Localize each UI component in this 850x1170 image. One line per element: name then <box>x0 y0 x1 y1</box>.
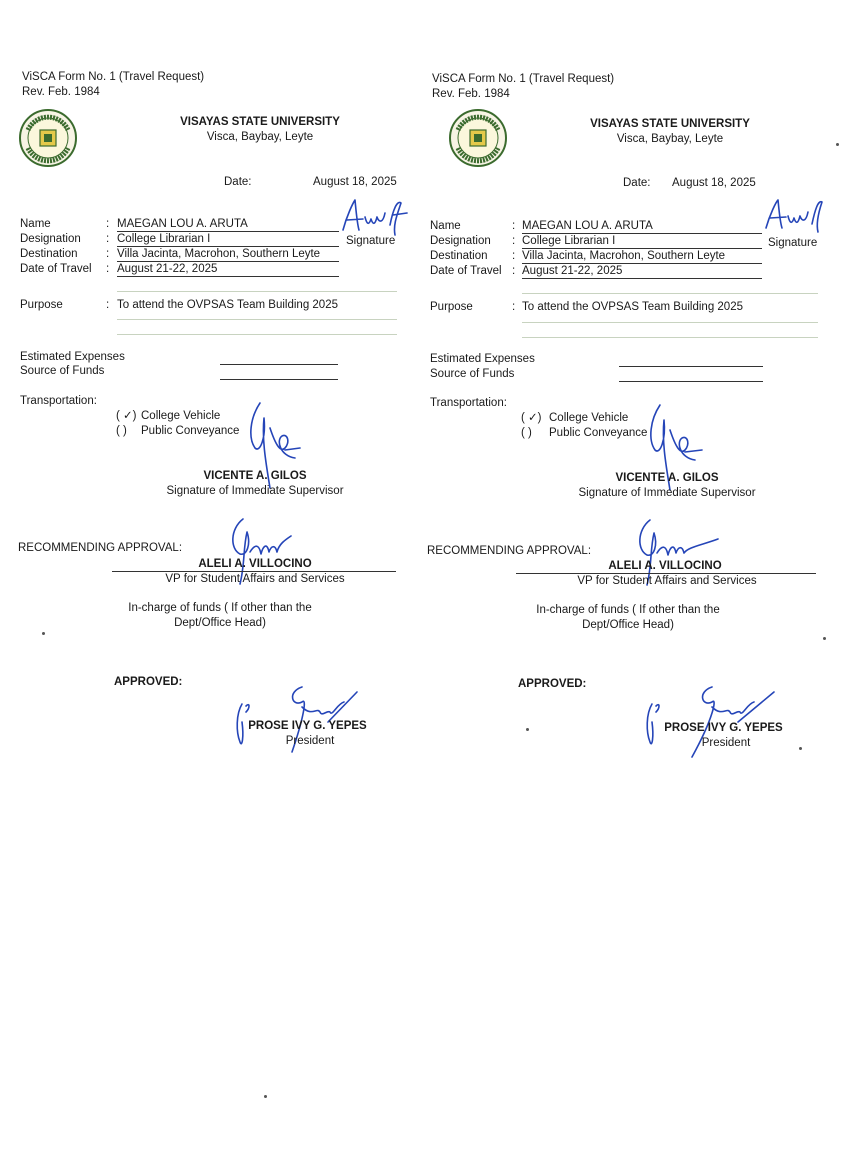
date-value: August 18, 2025 <box>672 177 756 189</box>
travel-request-form-right <box>410 0 818 780</box>
designation-label: Designation <box>430 235 491 247</box>
colon: : <box>512 301 516 313</box>
vp-title: VP for Student Affairs and Services <box>577 575 757 587</box>
destination-value: Villa Jacinta, Macrohon, Southern Leyte <box>522 249 762 264</box>
approved-label: APPROVED: <box>518 678 587 690</box>
scan-speck <box>264 1095 267 1098</box>
colon: : <box>106 299 110 311</box>
supervisor-name: VICENTE A. GILOS <box>615 472 719 484</box>
university-address: Visca, Baybay, Leyte <box>616 133 724 145</box>
signature-label: Signature <box>768 237 818 249</box>
supervisor-title: Signature of Immediate Supervisor <box>578 487 756 499</box>
date-of-travel-value: August 21-22, 2025 <box>522 264 762 279</box>
incharge-funds-line-1: In-charge of funds ( If other than the <box>128 602 312 614</box>
date-label: Date: <box>623 177 651 189</box>
colon: : <box>106 233 110 245</box>
colon: : <box>106 263 110 275</box>
name-value: MAEGAN LOU A. ARUTA <box>522 219 762 234</box>
college-vehicle-label: College Vehicle <box>549 412 629 424</box>
university-seal-icon <box>18 108 78 168</box>
checkbox-public-conveyance: ( ) <box>521 427 532 439</box>
destination-label: Destination <box>20 248 78 260</box>
checkbox-public-conveyance: ( ) <box>116 425 127 437</box>
colon: : <box>512 220 516 232</box>
recommending-approval-label: RECOMMENDING APPROVAL: <box>18 542 183 554</box>
date-of-travel-value: August 21-22, 2025 <box>117 262 339 277</box>
vp-title: VP for Student Affairs and Services <box>165 573 345 585</box>
incharge-funds-line-2: Dept/Office Head) <box>582 619 674 631</box>
estimated-expenses-label: Estimated Expenses <box>430 353 535 365</box>
public-conveyance-label: Public Conveyance <box>549 427 648 439</box>
name-value: MAEGAN LOU A. ARUTA <box>117 217 339 232</box>
university-address: Visca, Baybay, Leyte <box>206 131 314 143</box>
scan-speck <box>836 143 839 146</box>
destination-label: Destination <box>430 250 488 262</box>
applicant-signature <box>762 196 832 236</box>
designation-value: College Librarian I <box>522 234 762 249</box>
destination-value: Villa Jacinta, Macrohon, Southern Leyte <box>117 247 339 262</box>
transportation-label: Transportation: <box>430 397 507 409</box>
scan-speck <box>823 637 826 640</box>
form-revision: Rev. Feb. 1984 <box>22 86 100 98</box>
university-name: VISAYAS STATE UNIVERSITY <box>590 118 750 130</box>
incharge-funds-line-1: In-charge of funds ( If other than the <box>536 604 720 616</box>
name-label: Name <box>430 220 461 232</box>
source-of-funds-label: Source of Funds <box>430 368 515 380</box>
form-revision: Rev. Feb. 1984 <box>432 88 510 100</box>
colon: : <box>106 248 110 260</box>
university-name: VISAYAS STATE UNIVERSITY <box>180 116 340 128</box>
scan-speck <box>526 728 529 731</box>
transportation-label: Transportation: <box>20 395 97 407</box>
estimated-expenses-label: Estimated Expenses <box>20 351 125 363</box>
checkbox-college-vehicle: ( ✓) <box>521 412 542 424</box>
colon: : <box>106 218 110 230</box>
supervisor-name: VICENTE A. GILOS <box>203 470 307 482</box>
scan-speck <box>42 632 45 635</box>
designation-value: College Librarian I <box>117 232 339 247</box>
estimated-expenses-line <box>220 364 338 365</box>
source-of-funds-line <box>220 379 338 380</box>
name-label: Name <box>20 218 51 230</box>
source-of-funds-line <box>619 381 763 382</box>
colon: : <box>512 235 516 247</box>
purpose-label: Purpose <box>20 299 63 311</box>
vp-name: ALELI A. VILLOCINO <box>198 558 312 570</box>
form-number: ViSCA Form No. 1 (Travel Request) <box>432 73 615 85</box>
checkbox-college-vehicle: ( ✓) <box>116 410 137 422</box>
purpose-value: To attend the OVPSAS Team Building 2025 <box>117 299 338 311</box>
scan-speck <box>799 747 802 750</box>
purpose-value: To attend the OVPSAS Team Building 2025 <box>522 301 743 313</box>
estimated-expenses-line <box>619 366 763 367</box>
president-name: PROSE IVY G. YEPES <box>664 722 783 734</box>
recommending-approval-label: RECOMMENDING APPROVAL: <box>427 545 592 557</box>
colon: : <box>512 250 516 262</box>
purpose-label: Purpose <box>430 301 473 313</box>
incharge-funds-line-2: Dept/Office Head) <box>174 617 266 629</box>
president-name: PROSE IVY G. YEPES <box>248 720 367 732</box>
signature-label: Signature <box>346 235 396 247</box>
date-of-travel-label: Date of Travel <box>20 263 92 275</box>
approved-label: APPROVED: <box>114 676 183 688</box>
university-seal-icon <box>448 108 508 168</box>
designation-label: Designation <box>20 233 81 245</box>
vp-name: ALELI A. VILLOCINO <box>608 560 722 572</box>
public-conveyance-label: Public Conveyance <box>141 425 240 437</box>
date-value: August 18, 2025 <box>313 176 397 188</box>
form-number: ViSCA Form No. 1 (Travel Request) <box>22 71 205 83</box>
college-vehicle-label: College Vehicle <box>141 410 221 422</box>
travel-request-form-left <box>0 0 400 780</box>
colon: : <box>512 265 516 277</box>
date-of-travel-label: Date of Travel <box>430 265 502 277</box>
supervisor-title: Signature of Immediate Supervisor <box>166 485 344 497</box>
date-label: Date: <box>224 176 252 188</box>
president-title: President <box>285 735 335 747</box>
president-title: President <box>701 737 751 749</box>
source-of-funds-label: Source of Funds <box>20 365 105 377</box>
